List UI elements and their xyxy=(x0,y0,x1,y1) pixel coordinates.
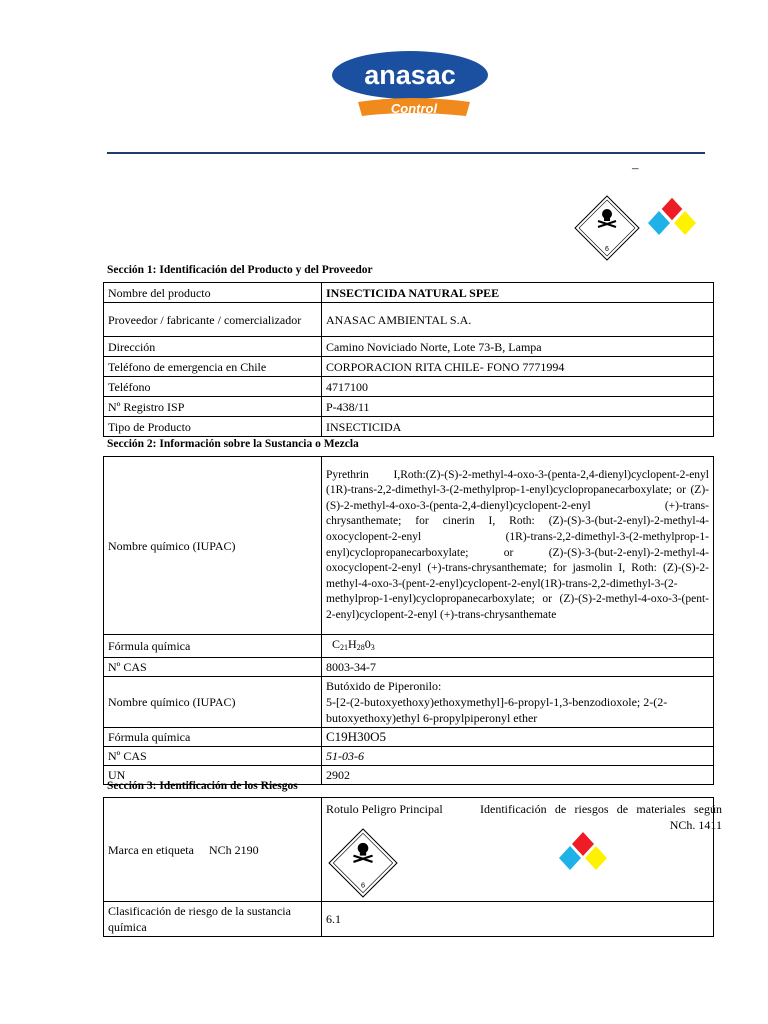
toxic-diamond-icon xyxy=(574,195,640,261)
formula-cell: C19H30O5 xyxy=(322,728,714,747)
table-row xyxy=(104,728,714,747)
table-row xyxy=(104,283,714,303)
ident-text: Identificación de riesgos de materiales según NCh. 1411 xyxy=(480,802,722,832)
label-cell: Clasificación de riesgo de la sustancia química xyxy=(104,902,322,937)
logo-brand-text: anasac xyxy=(364,60,456,90)
table-row xyxy=(104,457,714,635)
label-cell: Nº CAS xyxy=(104,658,322,677)
label-cell: Nombre del producto xyxy=(104,283,322,303)
value-cell: 2902 xyxy=(322,766,714,785)
nfpa-diamond-icon xyxy=(639,197,705,247)
nfpa-diamond-icon xyxy=(550,832,616,882)
value-cell: CORPORACION RITA CHILE- FONO 7771994 xyxy=(322,357,714,377)
value-cell: 4717100 xyxy=(322,377,714,397)
table-row xyxy=(104,798,714,902)
table-row xyxy=(104,303,714,337)
value-cell: P-438/11 xyxy=(322,397,714,417)
table-row xyxy=(104,902,714,937)
hazard-cell xyxy=(322,798,722,902)
header-dash: – xyxy=(632,160,639,175)
value-cell: 6.1 xyxy=(322,902,714,937)
table-row xyxy=(104,417,714,437)
rotulo-text: Rotulo Peligro Principal xyxy=(326,802,443,816)
label-cell: Dirección xyxy=(104,337,322,357)
table-row xyxy=(104,747,714,766)
value-cell: 51-03-6 xyxy=(322,747,714,766)
svg-text:6: 6 xyxy=(605,246,609,253)
table-row xyxy=(104,635,714,658)
value-cell: Pyrethrin I,Roth:(Z)-(S)-2-methyl-4-oxo-3-(penta-2,4-dienyl)cyclopent-2-enyl (1R)-trans-2,2-dimethyl-3-(2-methylprop-1-enyl)cyclopropanecarboxylate; or (Z)-(S)-2-methyl-4-oxo-3-(penta-2,4-dienyl)cyclopent-2-enyl (+)-trans-chrysanthemate; for cinerin I, Roth: (Z)-(S)-3-(but-2-enyl)-2-methyl-4-oxocyclopent-2-enyl (1R)-trans-2,2-dimethyl-3-(2-methylprop-1-enyl)cyclopropanecarboxylate; or (Z)-(S)-3-(but-2-enyl)-2-methyl-4-oxocyclopent-2-enyl (+)-trans-chrysanthemate; for jasmolin I, Roth: (Z)-(S)-2-methyl-4-oxo-3-(pent-2-enyl)cyclopent-2-enyl(1R)-trans-2,2-dimethyl-3-(2- methylprop-1-enyl)cyclopropanecarboxylate; or (Z)-(S)-2-methyl-4-oxo-3-(pent-2-enyl)cyclopent-2-enyl (+)-trans-chrysanthemate xyxy=(322,457,714,635)
label-cell: Marca en etiqueta NCh 2190 xyxy=(104,798,322,902)
formula-cell: $C_{21}H_{28}0_3$ xyxy=(322,635,714,658)
section2-title: Sección 2: Información sobre la Sustancia o Mezcla xyxy=(107,438,359,450)
table-row xyxy=(104,677,714,728)
value-cell: INSECTICIDA xyxy=(322,417,714,437)
label-cell: Nº Registro ISP xyxy=(104,397,322,417)
label-cell: UN xyxy=(104,766,322,785)
table-row xyxy=(104,397,714,417)
label-cell: Teléfono xyxy=(104,377,322,397)
label-cell: Nº CAS xyxy=(104,747,322,766)
label-cell: Nombre químico (IUPAC) xyxy=(104,457,322,635)
value-cell: Butóxido de Piperonilo: 5-[2-(2-butoxyethoxy)ethoxymethyl]-6-propyl-1,3-benzodioxole; 2-(2-butoxyethoxy)ethyl 6-propylpiperonyl ether xyxy=(322,677,714,728)
label-cell: Teléfono de emergencia en Chile xyxy=(104,357,322,377)
anasac-logo xyxy=(330,50,490,120)
section2-table xyxy=(103,456,714,785)
table-row xyxy=(104,377,714,397)
label-cell: Proveedor / fabricante / comercializador xyxy=(104,303,322,337)
svg-text:6: 6 xyxy=(360,880,366,890)
section1-title: Sección 1: Identificación del Producto y del Proveedor xyxy=(107,264,373,276)
value-cell: Camino Noviciado Norte, Lote 73-B, Lampa xyxy=(322,337,714,357)
toxic-diamond-icon xyxy=(328,828,398,898)
value-cell: INSECTICIDA NATURAL SPEE xyxy=(322,283,714,303)
logo-sub-text: Control xyxy=(390,101,438,116)
table-row xyxy=(104,658,714,677)
label-cell: Tipo de Producto xyxy=(104,417,322,437)
section3-table xyxy=(103,797,722,937)
header-rule xyxy=(107,152,705,154)
table-row xyxy=(104,337,714,357)
label-cell: Fórmula química xyxy=(104,635,322,658)
label-cell: Nombre químico (IUPAC) xyxy=(104,677,322,728)
value-cell: ANASAC AMBIENTAL S.A. xyxy=(322,303,714,337)
section3-title: Sección 3: Identificación de los Riesgos xyxy=(107,780,298,792)
value-cell: 8003-34-7 xyxy=(322,658,714,677)
table-row xyxy=(104,357,714,377)
label-cell: Fórmula química xyxy=(104,728,322,747)
section1-table xyxy=(103,282,714,437)
